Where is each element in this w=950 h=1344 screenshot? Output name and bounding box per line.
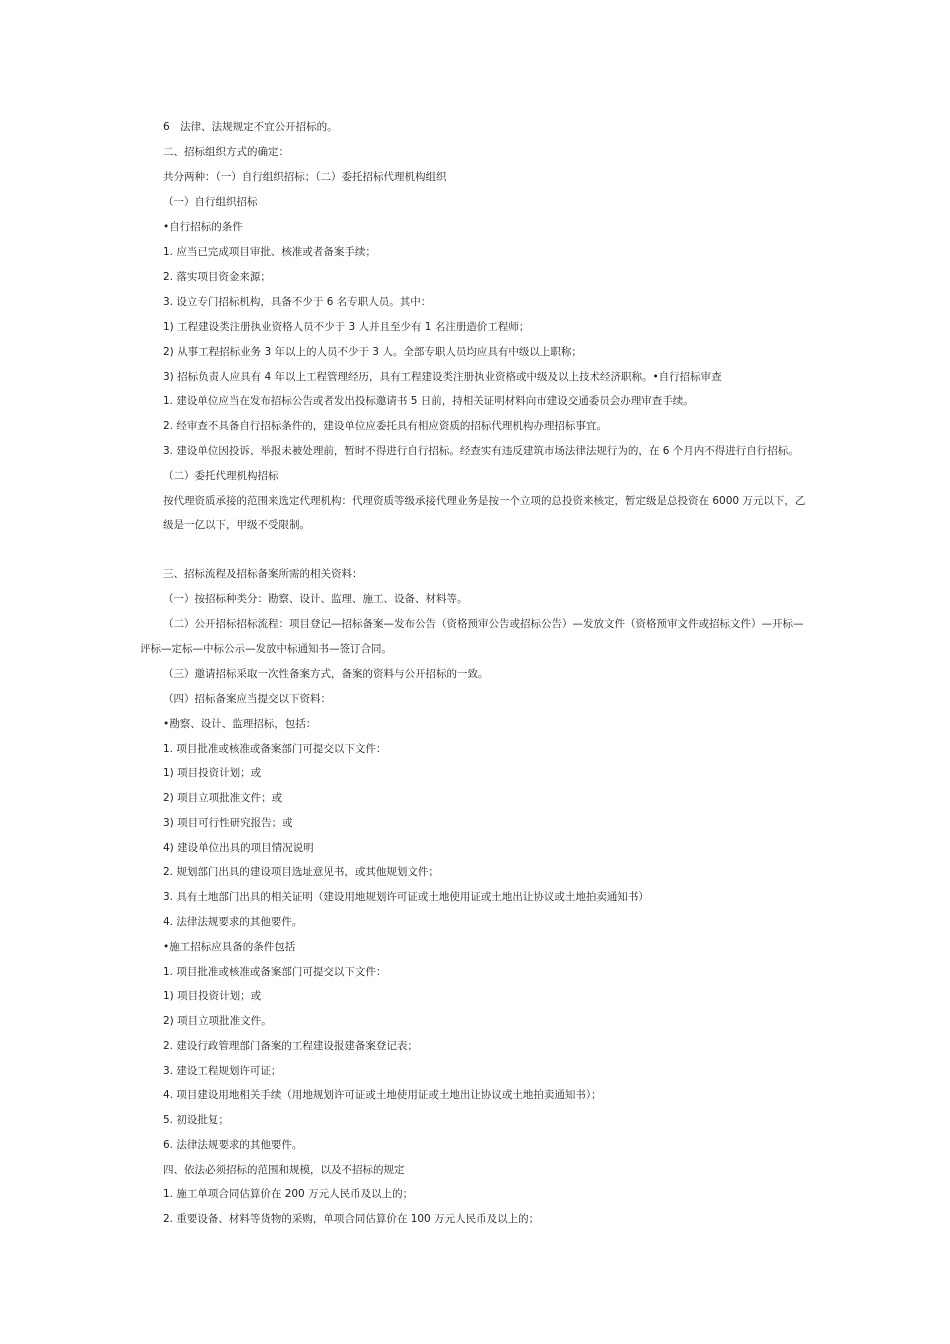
text-line: 共分两种：（一）自行组织招标；（二）委托招标代理机构组织	[163, 171, 447, 183]
list-item: 4. 法律法规要求的其他要件。	[163, 916, 303, 928]
section-heading: 二、招标组织方式的确定：	[163, 146, 289, 158]
list-item: 2) 项目立项批准文件。	[163, 1015, 272, 1027]
list-item: 2. 建设行政管理部门备案的工程建设报建备案登记表；	[163, 1040, 418, 1052]
list-item: 3. 建设工程规划许可证；	[163, 1065, 282, 1077]
text-line: （三）邀请招标采取一次性备案方式，备案的资料与公开招标的一致。	[163, 668, 489, 680]
list-item: 3. 设立专门招标机构，具备不少于 6 名专职人员。其中：	[163, 296, 432, 308]
text-line: （二）公开招标招标流程：项目登记—招标备案—发布公告（资格预审公告或招标公告）—发放文件（资格预审文件或招标文件）—开标—	[163, 618, 804, 630]
list-item: 1. 应当已完成项目审批、核准或者备案手续；	[163, 246, 376, 258]
list-item: 1. 施工单项合同估算价在 200 万元人民币及以上的；	[163, 1188, 414, 1200]
bullet-heading: •施工招标应具备的条件包括	[163, 941, 296, 953]
text-line: （一）按招标种类分：勘察、设计、监理、施工、设备、材料等。	[163, 593, 468, 605]
text-line: 按代理资质承接的范围来选定代理机构：代理资质等级承接代理业务是按一个立项的总投资来核定，暂定级是总投资在 6000 万元以下，乙	[163, 495, 806, 507]
list-item: 1) 工程建设类注册执业资格人员不少于 3 人并且至少有 1 名注册造价工程师；	[163, 321, 530, 333]
text-line: 评标—定标—中标公示—发放中标通知书—签订合同。	[140, 643, 392, 655]
list-item: 6. 法律法规要求的其他要件。	[163, 1139, 303, 1151]
list-item: 1. 建设单位应当在发布招标公告或者发出投标邀请书 5 日前，持相关证明材料向市建设交通委员会办理审查手续。	[163, 395, 694, 407]
list-item: 2) 从事工程招标业务 3 年以上的人员不少于 3 人。全部专职人员均应具有中级以上职称；	[163, 346, 582, 358]
list-item: 3. 建设单位因投诉、举报未被处理前，暂时不得进行自行招标。经查实有违反建筑市场法律法规行为的，在 6 个月内不得进行自行招标。	[163, 445, 799, 457]
list-item: 2. 经审查不具备自行招标条件的，建设单位应委托具有相应资质的招标代理机构办理招标事宜。	[163, 420, 607, 432]
list-item: 4) 建设单位出具的项目情况说明	[163, 842, 314, 854]
list-item: 2. 规划部门出具的建设项目选址意见书，或其他规划文件；	[163, 866, 439, 878]
bullet-heading: •自行招标的条件	[163, 221, 243, 233]
list-item: 3. 具有土地部门出具的相关证明（建设用地规划许可证或土地使用证或土地出让协议或土地拍卖通知书）	[163, 891, 649, 903]
section-heading: 四、依法必须招标的范围和规模，以及不招标的规定	[163, 1164, 405, 1176]
list-item: 4. 项目建设用地相关手续（用地规划许可证或土地使用证或土地出让协议或土地拍卖通知书）；	[163, 1089, 602, 1101]
text-line: （四）招标备案应当提交以下资料：	[163, 693, 331, 705]
text-line: 级是一亿以下，甲级不受限制。	[163, 519, 310, 531]
list-item: 2) 项目立项批准文件；或	[163, 792, 283, 804]
list-item: 5. 初设批复；	[163, 1114, 229, 1126]
list-item: 1. 项目批准或核准或备案部门可提交以下文件：	[163, 966, 387, 978]
text-line: 6 法律、法规规定不宜公开招标的。	[163, 121, 338, 133]
list-item: 2. 落实项目资金来源；	[163, 271, 271, 283]
list-item: 3) 招标负责人应具有 4 年以上工程管理经历，具有工程建设类注册执业资格或中级及以上技术经济职称。•自行招标审查	[163, 371, 722, 383]
list-item: 3) 项目可行性研究报告；或	[163, 817, 293, 829]
subsection-heading: （一）自行组织招标	[163, 196, 258, 208]
section-heading: 三、招标流程及招标备案所需的相关资料：	[163, 568, 363, 580]
list-item: 1. 项目批准或核准或备案部门可提交以下文件：	[163, 743, 387, 755]
bullet-heading: •勘察、设计、监理招标，包括：	[163, 718, 317, 730]
list-item: 1) 项目投资计划；或	[163, 767, 262, 779]
subsection-heading: （二）委托代理机构招标	[163, 470, 279, 482]
list-item: 1) 项目投资计划；或	[163, 990, 262, 1002]
list-item: 2. 重要设备、材料等货物的采购，单项合同估算价在 100 万元人民币及以上的；	[163, 1213, 540, 1225]
